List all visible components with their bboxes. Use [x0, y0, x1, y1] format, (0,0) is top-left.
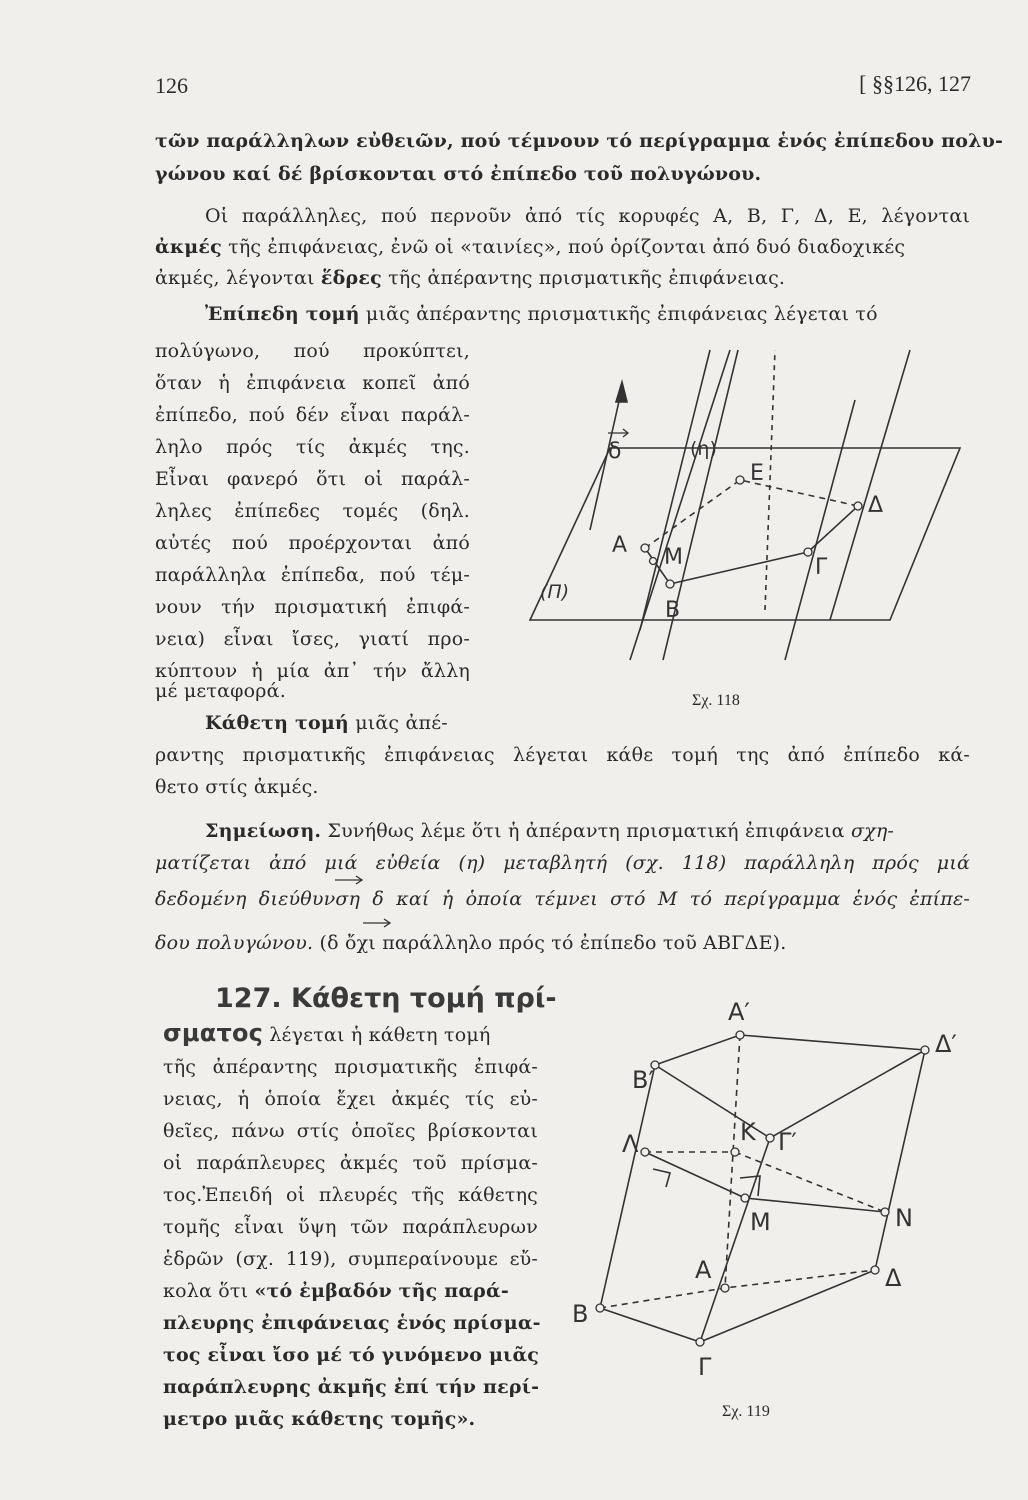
- term-akmes: ἀκμές: [155, 236, 222, 258]
- bottom-face-visible: [600, 1270, 875, 1342]
- section-127-title-cont: σματος: [163, 1019, 264, 1047]
- label-A: Α: [695, 1256, 712, 1284]
- s127-line1: [163, 1019, 491, 1047]
- s127-line: οἱ παράπλευρες ἀκμές τοῦ πρίσμα-: [163, 1152, 538, 1174]
- para3-line: ληλες ἐπίπεδες τομές (δηλ.: [155, 500, 470, 522]
- para2-line2: [155, 236, 970, 258]
- term-edres: ἕδρες: [320, 267, 382, 289]
- para4-line2: ραντης πρισματικῆς ἐπιφάνειας λέγεται κάθε τομή της ἀπό ἐπίπεδο κά-: [155, 744, 970, 766]
- para3-line: ὅταν ἡ ἐπιφάνεια κοπεῖ ἀπό: [155, 372, 470, 394]
- label-M: Μ: [664, 545, 683, 570]
- lateral-edge-G: [700, 1138, 770, 1342]
- para2-line3-a: ἀκμές, λέγονται: [155, 267, 321, 289]
- page-number: 126: [155, 73, 188, 98]
- label-B: Β: [665, 598, 681, 623]
- para3-line: μέ μεταφορά.: [155, 680, 286, 702]
- plane-pi: [530, 448, 960, 620]
- bottom-face-hidden: [600, 1270, 875, 1308]
- label-D: Δ: [885, 1264, 902, 1292]
- note-line1: [205, 820, 894, 842]
- edge-line-G: [785, 400, 855, 660]
- para4-line3: θετο στίς ἀκμές.: [155, 776, 319, 798]
- label-L: Λ: [622, 1130, 639, 1158]
- para3-line: νουν τήν πρισματική ἐπιφά-: [155, 596, 470, 618]
- para4-line1-rest: μιᾶς ἀπέ-: [348, 712, 448, 734]
- vertex-D1: [921, 1046, 929, 1054]
- para3-line: ληλο πρός τίς ἀκμές της.: [155, 436, 470, 458]
- label-G: Γ: [815, 555, 828, 580]
- lateral-edge-A: [725, 1035, 740, 1288]
- lateral-edge-B: [600, 1065, 655, 1308]
- s127-line1-rest: λέγεται ἡ κάθετη τομή: [263, 1024, 491, 1046]
- label-D: Δ: [868, 493, 884, 518]
- vertex-G: [804, 548, 812, 556]
- note-line3: δεδομένη διεύθυνση δ καί ἡ ὁποία τέμνει στό Μ τό περίγραμμα ἑνός ἐπίπε-: [155, 888, 970, 910]
- term-epipedi-tomi: Ἐπίπεδη τομή: [205, 303, 360, 325]
- para2-line2-rest: τῆς ἐπιφάνειας, ἐνῶ οἱ «ταινίες», πού ὁρίζονται ἀπό δυό διαδοχικές: [221, 236, 906, 258]
- para1-line1: τῶν παράλληλων εὐθειῶν, πού τέμνουν τό περίγραμμα ἑνός ἐπίπεδου πολυ-: [155, 130, 1004, 152]
- label-pi: (Π): [540, 581, 570, 603]
- para3-line: νεια) εἶναι ἴσες, γιατί προ-: [155, 628, 470, 650]
- right-angle-M: [740, 1176, 760, 1196]
- vertex-E: [736, 476, 744, 484]
- para1-line2: γώνου καί δέ βρίσκονται στό ἐπίπεδο τοῦ πολυγώνου.: [155, 163, 762, 185]
- label-M: Μ: [750, 1208, 771, 1236]
- vector-arrow-d-2: [358, 913, 398, 933]
- label-d: δ: [608, 439, 622, 464]
- s127-line: τῆς ἀπέραντης πρισματικῆς ἐπιφά-: [163, 1056, 538, 1078]
- vertex-A1: [736, 1031, 744, 1039]
- label-D1: Δ′: [935, 1030, 957, 1058]
- para3-line: Εἶναι φανερό ὅτι οἱ παράλ-: [155, 468, 470, 490]
- vertex-K: [731, 1148, 739, 1156]
- label-A: Α: [612, 533, 628, 558]
- label-B: Β: [572, 1300, 589, 1328]
- s127-line9-bold: «τό ἐμβαδόν τῆς παρά-: [254, 1280, 509, 1302]
- vertex-B: [596, 1304, 604, 1312]
- section-LM: [645, 1152, 745, 1198]
- label-G1: Γ′: [778, 1128, 797, 1156]
- figure-119-caption: Σχ. 119: [722, 1403, 770, 1420]
- para2-line3-b: τῆς ἀπέραντης πρισματικῆς ἐπιφάνειας.: [381, 267, 786, 289]
- para3-line: αὐτές πού προέρχονται ἀπό: [155, 532, 470, 554]
- edge-line-D: [830, 350, 910, 620]
- vertex-B: [666, 580, 674, 588]
- section-reference: [ §§126, 127: [859, 71, 971, 96]
- para3-line1-rest: μιᾶς ἀπέραντης πρισματικῆς ἐπιφάνειας λέγεται τό: [359, 303, 878, 325]
- note-line4-italic: δου πολυγώνου.: [155, 932, 314, 954]
- edge-line-E: [765, 350, 775, 610]
- section-KN: [735, 1152, 885, 1212]
- label-G: Γ: [698, 1353, 712, 1381]
- note-line1-italic: σχη-: [850, 820, 895, 842]
- s127-line: τομῆς εἶναι ὕψη τῶν παράπλευρων: [163, 1216, 538, 1238]
- label-E: Ε: [750, 461, 764, 486]
- point-M: [650, 558, 657, 565]
- lateral-edge-D: [875, 1050, 925, 1270]
- vertex-D: [871, 1266, 879, 1274]
- label-K: Κ: [740, 1118, 756, 1146]
- vertex-G: [696, 1338, 704, 1346]
- para3-line: πολύγωνο, πού προκύπτει,: [155, 340, 470, 362]
- note-line1-rest: Συνήθως λέμε ὅτι ἡ ἀπέραντη πρισματική ἐπιφάνεια: [321, 820, 851, 842]
- label-B1: Β′: [632, 1066, 654, 1094]
- figure-118: [500, 330, 980, 700]
- label-eta: (η): [690, 438, 717, 460]
- para3-line: παράλληλα ἐπίπεδα, πού τέμ-: [155, 564, 470, 586]
- s127-bold-line: μετρο μιᾶς κάθετης τομῆς».: [163, 1408, 476, 1430]
- s127-line: τος.Ἐπειδή οἱ πλευρές τῆς κάθετης: [163, 1184, 538, 1206]
- para3-line: κύπτουν ἡ μία ἀπ᾽ τήν ἄλλη: [155, 660, 470, 682]
- vertex-L: [641, 1148, 649, 1156]
- s127-line: νειας, ἡ ὁποία ἔχει ἀκμές τίς εὐ-: [163, 1088, 538, 1110]
- para2-line1: Οἱ παράλληλες, πού περνοῦν ἀπό τίς κορυφές Α, Β, Γ, Δ, Ε, λέγονται: [205, 205, 970, 227]
- figure-119: [560, 990, 980, 1400]
- s127-line9-a: κολα ὅτι: [163, 1280, 255, 1302]
- s127-bold-line: τος εἶναι ἴσο μέ τό γινόμενο μιᾶς: [163, 1344, 540, 1366]
- para4-line1: [205, 712, 448, 734]
- vertex-A: [641, 544, 649, 552]
- label-N: Ν: [895, 1204, 913, 1232]
- vertex-G1: [766, 1134, 774, 1142]
- s127-bold-line: πλευρης ἐπιφάνειας ἑνός πρίσμα-: [163, 1312, 541, 1334]
- para3-line: ἐπίπεδο, πού δέν εἶναι παράλ-: [155, 404, 470, 426]
- vertex-M: [741, 1194, 749, 1202]
- vector-arrow-d-1: [330, 870, 370, 890]
- note-line4-rest: (δ ὄχι παράλληλο πρός τό ἐπίπεδο τοῦ ΑΒΓΔΕ).: [313, 932, 787, 954]
- label-A1: Α′: [728, 998, 750, 1026]
- para3-line1: [205, 303, 878, 325]
- top-face-back: [655, 1035, 925, 1065]
- s127-line9: [163, 1280, 538, 1302]
- direction-d-arrowhead: [616, 382, 627, 402]
- edge-line-A: [640, 350, 710, 630]
- s127-bold-line: παράπλευρης ἀκμῆς ἐπί τήν περί-: [163, 1376, 540, 1398]
- para2-line3: [155, 267, 785, 289]
- s127-line: ἑδρῶν (σχ. 119), συμπεραίνουμε εὔ-: [163, 1248, 538, 1270]
- note-line2: ματίζεται ἀπό μιά εὐθεία (η) μεταβλητή (σχ. 118) παράλληλη πρός μιά: [155, 852, 970, 874]
- term-katheti-tomi: Κάθετη τομή: [205, 712, 349, 734]
- s127-line: θεῖες, πάνω στίς ὁποῖες βρίσκονται: [163, 1120, 538, 1142]
- vertex-A: [721, 1284, 729, 1292]
- vertex-D: [854, 502, 862, 510]
- section-127-title: 127. Κάθετη τομή πρί-: [215, 983, 557, 1014]
- figure-118-caption: Σχ. 118: [692, 692, 740, 709]
- note-label: Σημείωση.: [205, 820, 322, 842]
- right-angle-L: [653, 1169, 670, 1187]
- top-face-front: [655, 1050, 925, 1138]
- vertex-N: [881, 1208, 889, 1216]
- note-line4: [155, 932, 787, 954]
